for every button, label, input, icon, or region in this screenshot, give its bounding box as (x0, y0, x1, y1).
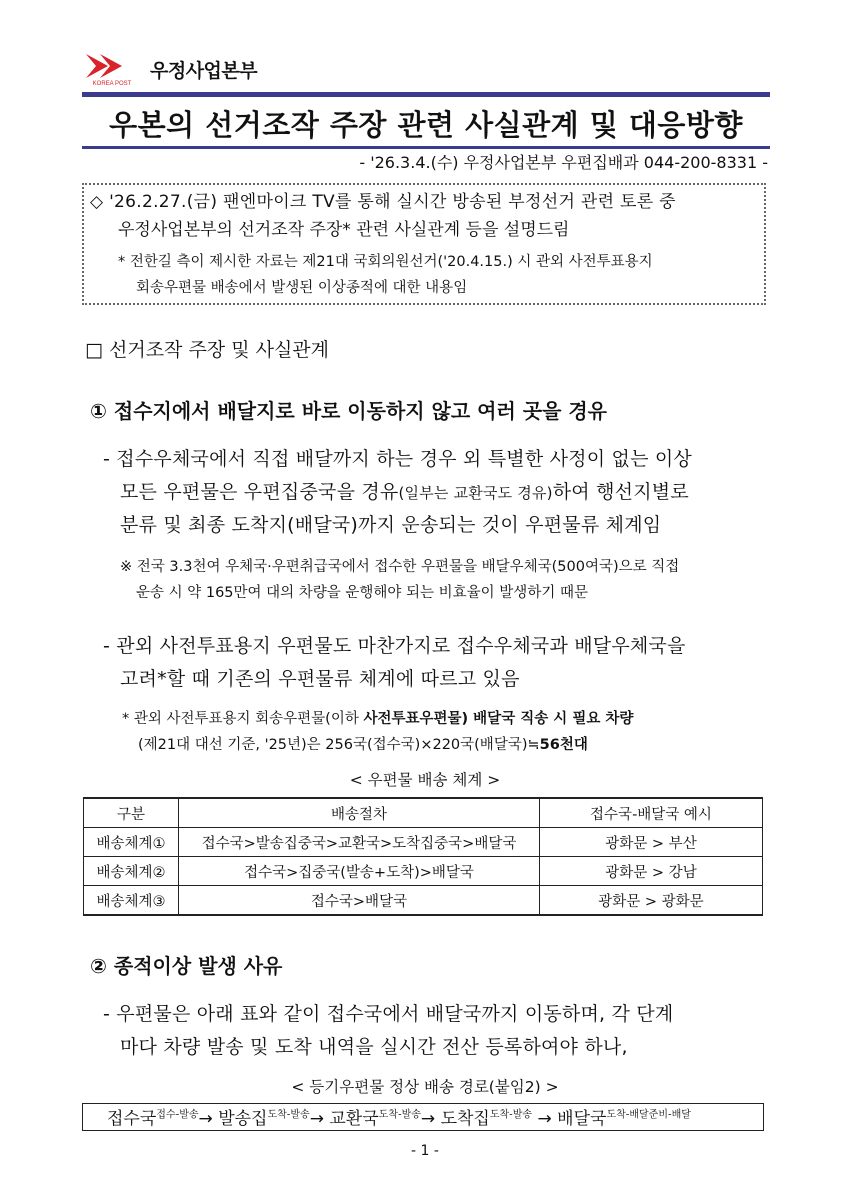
item2-p1-line1: - 우편물은 아래 표와 같이 접수국에서 배달국까지 이동하며, 각 단계 (103, 1003, 674, 1025)
item1-note2-line1 (122, 707, 633, 732)
item1-p1-line2 (120, 476, 689, 510)
route-caption: < 등기우편물 정상 배송 경로(붙임2) > (291, 1078, 559, 1096)
arrow-icon: → (309, 1109, 324, 1129)
summary-line-2: 우정사업본부의 선거조작 주장* 관련 사실관계 등을 설명드림 (118, 220, 570, 240)
delivery-system-table (83, 797, 763, 916)
route-step: 도착-배달준비-배달 (606, 1109, 691, 1121)
summary-note-1: * 전한길 측이 제시한 자료는 제21대 국회의원선거('20.4.15.) 시 관외 사전투표용지 (118, 254, 653, 270)
route-step: 도착-발송 (378, 1109, 421, 1121)
item1-p1-line2b: (일부는 교환국도 경유) (398, 484, 553, 502)
dateline: - '26.3.4.(수) 우정사업본부 우편집배과 044-200-8331 - (359, 153, 768, 172)
table-row (84, 886, 763, 916)
item1-note2-line2a: (제21대 대선 기준, '25년)은 256국(접수국)×220국(배달국)≒ (138, 737, 540, 753)
table-cell: 접수국>배달국 (179, 886, 540, 916)
item1-note2-line1b: 사전투표우편물) 배달국 직송 시 필요 차량 (363, 711, 634, 727)
item1-p2-line1: - 관외 사전투표용지 우편물도 마찬가지로 접수우체국과 배달우체국을 (103, 635, 686, 657)
delivery-route (82, 1103, 764, 1131)
item1-p1-line1: - 접수우체국에서 직접 배달까지 하는 경우 외 특별한 사정이 없는 이상 (103, 448, 692, 470)
summary-note-2: 회송우편물 배송에서 발생된 이상종적에 대한 내용임 (136, 280, 468, 296)
route-node: 배달국 (557, 1109, 607, 1129)
item1-p1-line2a: 모든 우편물은 우편집중국을 경유 (120, 481, 399, 503)
table-row (84, 857, 763, 886)
route-node: 발송집 (218, 1109, 268, 1129)
summary-line-1: ◇ '26.2.27.(금) 팬엔마이크 TV를 통해 실시간 방송된 부정선거 관련 토론 중 (90, 192, 676, 212)
arrow-icon: → (420, 1109, 436, 1129)
item1-note2-line1a: * 관외 사전투표용지 회송우편물(이하 (122, 711, 364, 727)
page-title: 우본의 선거조작 주장 관련 사실관계 및 대응방향 (109, 108, 743, 142)
org-name: 우정사업본부 (150, 60, 258, 82)
item1-heading: ① 접수지에서 배달지로 바로 이동하지 않고 여러 곳을 경유 (90, 399, 607, 423)
item1-note2-line2 (138, 733, 588, 758)
route-step: 접수-발송 (156, 1109, 199, 1121)
arrow-icon: → (198, 1109, 219, 1129)
item1-p1-line3: 분류 및 최종 도착지(배달국)까지 운송되는 것이 우편물류 체계임 (120, 514, 662, 536)
item1-p2-line2: 고려*할 때 기존의 우편물류 체계에 따르고 있음 (120, 668, 520, 690)
korea-post-logo (82, 52, 142, 86)
table-caption: < 우편물 배송 체계 > (349, 771, 501, 789)
table-cell: 배송체계③ (84, 886, 179, 916)
table-header-cell: 접수국-배달국 예시 (540, 798, 763, 828)
table-cell: 접수국>집중국(발송+도착)>배달국 (179, 857, 540, 886)
section-heading: □ 선거조작 주장 및 사실관계 (85, 339, 330, 361)
table-cell: 배송체계② (84, 857, 179, 886)
table-header-cell: 구분 (84, 798, 179, 828)
page-number: - 1 - (411, 1143, 439, 1159)
table-cell: 광화문 > 광화문 (540, 886, 763, 916)
route-step: 도착-발송 (267, 1109, 310, 1121)
table-cell: 광화문 > 강남 (540, 857, 763, 886)
table-cell: 배송체계① (84, 828, 179, 857)
title-bottom-rule (82, 146, 770, 149)
item1-note2-line2b: 56천대 (539, 737, 588, 753)
arrow-icon: → (532, 1109, 552, 1129)
table-cell: 광화문 > 부산 (540, 828, 763, 857)
route-node: 도착집 (440, 1109, 490, 1129)
svg-text:KOREA POST: KOREA POST (92, 81, 132, 86)
route-node: 교환국 (329, 1109, 379, 1129)
table-header-cell: 배송절차 (179, 798, 540, 828)
item2-p1-line2: 마다 차량 발송 및 도착 내역을 실시간 전산 등록하여야 하나, (120, 1036, 628, 1058)
item1-note1-line1: ※ 전국 3.3천여 우체국·우편취급국에서 접수한 우편물을 배달우체국(500여국)으로 직접 (120, 559, 680, 575)
item1-p1-line2c: 하여 행선지별로 (552, 481, 689, 503)
item2-heading: ② 종적이상 발생 사유 (90, 954, 283, 978)
table-header-row (84, 798, 763, 828)
title-top-rule (82, 92, 770, 97)
table-row (84, 828, 763, 857)
route-node: 접수국 (107, 1109, 157, 1129)
table-cell: 접수국>발송집중국>교환국>도착집중국>배달국 (179, 828, 540, 857)
item1-note1-line2: 운송 시 약 165만여 대의 차량을 운행해야 되는 비효율이 발생하기 때문 (136, 585, 588, 601)
route-step: 도착-발송 (489, 1109, 533, 1121)
